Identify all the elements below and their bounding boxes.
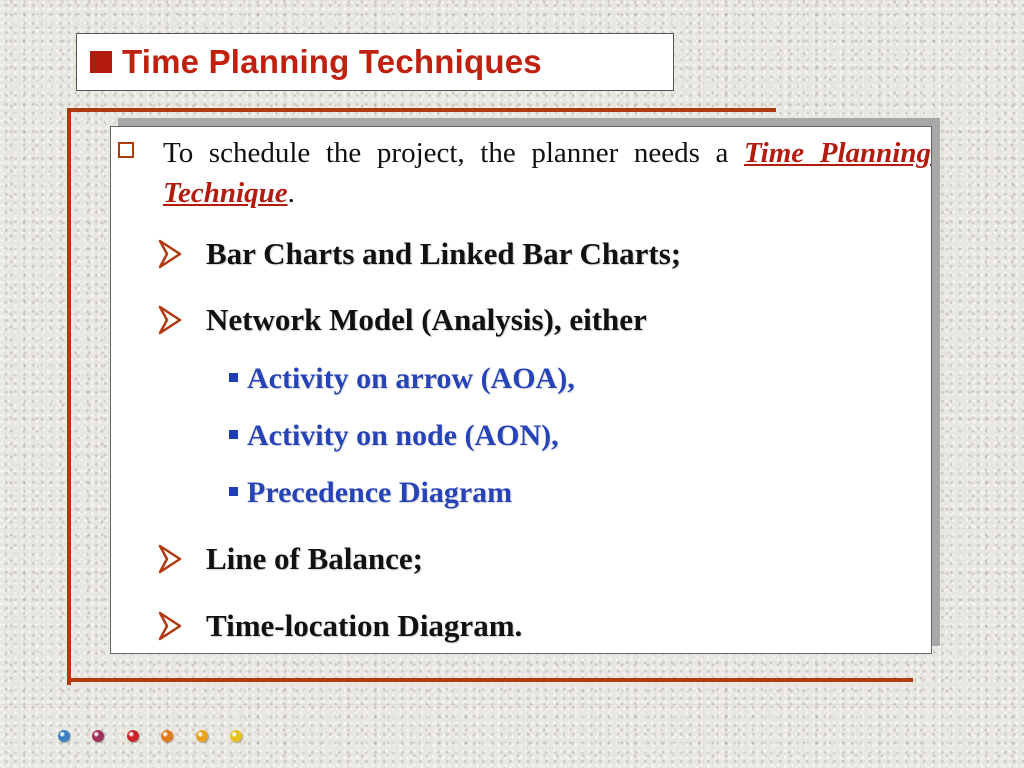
sub-item-aon	[111, 417, 931, 457]
list-item-line-of-balance	[111, 540, 931, 580]
intro-lead: To schedule the project, the planner needs a	[163, 137, 745, 169]
small-square-bullet-icon	[229, 373, 238, 382]
frame-top-line	[67, 108, 776, 112]
hollow-square-bullet-icon	[118, 142, 134, 158]
frame-left-line	[67, 108, 71, 685]
arrowhead-bullet-icon	[157, 611, 183, 641]
intro-emphasis: Time Planning Technique	[163, 137, 931, 209]
nav-dot-icon[interactable]	[127, 730, 139, 742]
title-square-icon	[90, 51, 112, 73]
intro-end: .	[287, 177, 295, 209]
list-item-label: Bar Charts and Linked Bar Charts;	[206, 236, 682, 271]
nav-dot-icon[interactable]	[230, 730, 242, 742]
frame-bottom-line	[67, 678, 913, 682]
list-item-network-model	[111, 301, 931, 341]
arrowhead-bullet-icon	[157, 305, 183, 335]
sub-item-aoa	[111, 360, 931, 400]
nav-dot-icon[interactable]	[196, 730, 208, 742]
nav-dot-icon[interactable]	[161, 730, 173, 742]
small-square-bullet-icon	[229, 430, 238, 439]
small-square-bullet-icon	[229, 487, 238, 496]
nav-dot-icon[interactable]	[58, 730, 70, 742]
list-item-time-location	[111, 607, 931, 647]
slide-title-box	[76, 33, 674, 91]
sub-item-label: Activity on node (AON),	[247, 419, 559, 452]
sub-item-precedence	[111, 474, 931, 514]
content-box	[110, 126, 932, 654]
intro-text	[163, 133, 931, 213]
list-item-label: Line of Balance;	[206, 541, 423, 576]
arrowhead-bullet-icon	[157, 544, 183, 574]
slide-title: Time Planning Techniques	[122, 43, 542, 80]
nav-dot-icon[interactable]	[92, 730, 104, 742]
sub-item-label: Activity on arrow (AOA),	[247, 362, 575, 395]
list-item-label: Network Model (Analysis), either	[206, 302, 647, 337]
arrowhead-bullet-icon	[157, 239, 183, 269]
list-item-label: Time-location Diagram.	[206, 608, 523, 643]
sub-item-label: Precedence Diagram	[247, 476, 513, 509]
list-item-bar-charts	[111, 235, 931, 275]
